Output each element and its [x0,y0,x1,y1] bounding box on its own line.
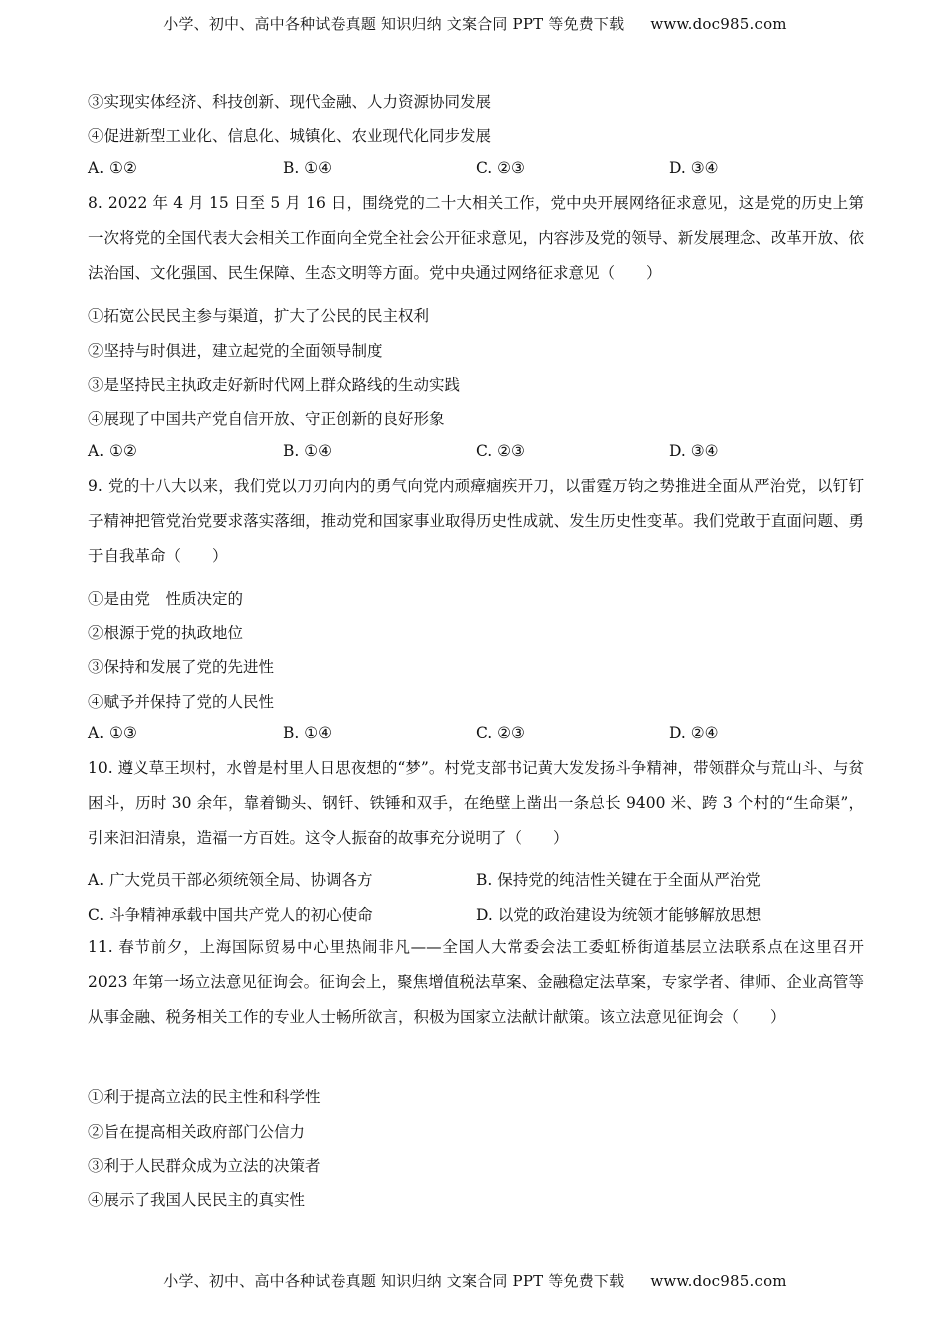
page-footer [0,1270,950,1291]
footer-site-link[interactable]: www.doc985.com [650,1272,787,1290]
q7-item-3: ③实现实体经济、科技创新、现代金融、人力资源协同发展 [88,93,492,111]
q7-option-b: B. ①④ [283,159,333,177]
q9-item-2: ②根源于党的执政地位 [88,624,244,642]
q8-item-3: ③是坚持民主执政走好新时代网上群众路线的生动实践 [88,376,461,394]
q8-item-1: ①拓宽公民民主参与渠道，扩大了公民的民主权利 [88,307,430,325]
q10-option-d: D. 以党的政治建设为统领才能够解放思想 [476,906,762,924]
q7-option-c: C. ②③ [476,159,525,177]
q8-stem: 8. 2022 年 4 月 15 日至 5 月 16 日，围绕党的二十大相关工作，党中央开展网络征求意见，这是党的历史上第一次将党的全国代表大会相关工作面向全党全社会公开征求意见，内容涉及党的领导、新发展理念、改革开放、依法治国、文化强国、民生保障、生态文明等方面。党中央通过网络征求意见（ ） [88,194,864,282]
q8-option-a: A. ①② [88,442,137,460]
q8-option-d: D. ③④ [669,442,719,460]
footer-text: 小学、初中、高中各种试卷真题 知识归纳 文案合同 PPT 等免费下载 [163,1272,625,1290]
q11-item-3: ③利于人民群众成为立法的决策者 [88,1157,321,1175]
q9-option-d: D. ②④ [669,724,719,742]
q9-option-b: B. ①④ [283,724,333,742]
header-text: 小学、初中、高中各种试卷真题 知识归纳 文案合同 PPT 等免费下载 [163,15,625,33]
q9-item-3: ③保持和发展了党的先进性 [88,658,275,676]
q10-stem: 10. 遵义草王坝村，水曾是村里人日思夜想的“梦”。村党支部书记黄大发发扬斗争精神，带领群众与荒山斗、与贫困斗，历时 30 余年，靠着锄头、钢钎、铁锤和双手，在绝壁上凿出一条总长 9400 米、跨 3 个村的“生命渠”，引来汩汩清泉，造福一方百姓。这令人振奋的故事充分说明了（ ） [88,759,864,847]
q7-option-a: A. ①② [88,159,137,177]
q7-option-d: D. ③④ [669,159,719,177]
q8-item-4: ④展现了中国共产党自信开放、守正创新的良好形象 [88,410,445,428]
q11-stem: 11. 春节前夕，上海国际贸易中心里热闹非凡——全国人大常委会法工委虹桥街道基层立法联系点在这里召开 2023 年第一场立法意见征询会。征询会上，聚焦增值税法草案、金融稳定法草案，专家学者、律师、企业高管等从事金融、税务相关工作的专业人士畅所欲言，积极为国家立法献计献策。该立法意见征询会（ ） [88,938,864,1026]
page-header [0,13,950,34]
q10-option-a: A. 广大党员干部必须统领全局、协调各方 [88,871,373,889]
q10-option-b: B. 保持党的纯洁性关键在于全面从严治党 [476,871,761,889]
q10-option-c: C. 斗争精神承载中国共产党人的初心使命 [88,906,373,924]
q9-option-a: A. ①③ [88,724,137,742]
q7-item-4: ④促进新型工业化、信息化、城镇化、农业现代化同步发展 [88,127,492,145]
header-site-link[interactable]: www.doc985.com [650,15,787,33]
q8-item-2: ②坚持与时俱进，建立起党的全面领导制度 [88,342,383,360]
q8-option-c: C. ②③ [476,442,525,460]
q11-item-2: ②旨在提高相关政府部门公信力 [88,1123,306,1141]
q8-option-b: B. ①④ [283,442,333,460]
q11-item-4: ④展示了我国人民民主的真实性 [88,1191,306,1209]
q11-item-1: ①利于提高立法的民主性和科学性 [88,1088,321,1106]
q9-item-1: ①是由党 性质决定的 [88,590,244,608]
q9-option-c: C. ②③ [476,724,525,742]
q9-item-4: ④赋予并保持了党的人民性 [88,693,275,711]
q9-stem: 9. 党的十八大以来，我们党以刀刃向内的勇气向党内顽瘴痼疾开刀，以雷霆万钧之势推进全面从严治党，以钉钉子精神把管党治党要求落实落细，推动党和国家事业取得历史性成就、发生历史性变革。我们党敢于直面问题、勇于自我革命（ ） [88,477,864,565]
